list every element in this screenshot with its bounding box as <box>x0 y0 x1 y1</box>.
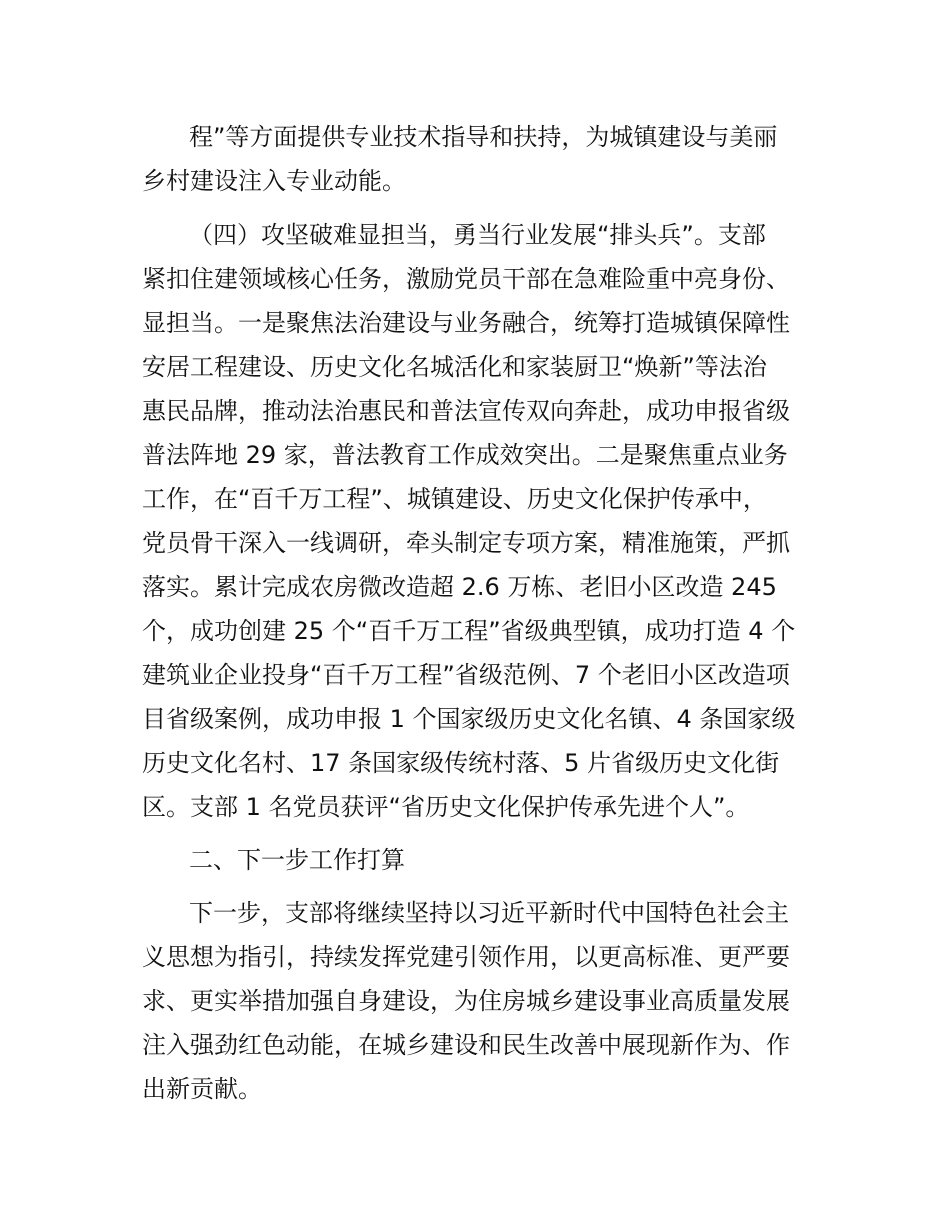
paragraph-line: 个，成功创建 25 个“百千万工程”省级典型镇，成功打造 4 个 <box>142 617 796 645</box>
paragraph-line: 出新贡献。 <box>142 1075 262 1103</box>
paragraph-line: 建筑业企业投身“百千万工程”省级范例、7 个老旧小区改造项 <box>142 661 790 689</box>
paragraph-line: 显担当。一是聚焦法治建设与业务融合，统筹打造城镇保障性 <box>142 309 790 337</box>
paragraph-line: 乡村建设注入专业动能。 <box>142 167 406 195</box>
paragraph-line: 惠民品牌，推动法治惠民和普法宣传双向奔赴，成功申报省级 <box>142 397 790 425</box>
paragraph-line: 紧扣住建领域核心任务，激励党员干部在急难险重中亮身份、 <box>142 265 790 293</box>
paragraph-line: 安居工程建设、历史文化名城活化和家装厨卫“焕新”等法治 <box>142 353 767 381</box>
paragraph-line: 党员骨干深入一线调研，牵头制定专项方案，精准施策，严抓 <box>142 529 790 557</box>
paragraph-line: 工作，在“百千万工程”、城镇建设、历史文化保护传承中， <box>142 485 767 513</box>
paragraph-line: 求、更实举措加强自身建设，为住房城乡建设事业高质量发展 <box>142 987 790 1015</box>
paragraph-line: 区。支部 1 名党员获评“省历史文化保护传承先进个人”。 <box>142 793 750 821</box>
paragraph-line: 义思想为指引，持续发挥党建引领作用，以更高标准、更严要 <box>142 943 790 971</box>
paragraph-line: 历史文化名村、17 条国家级传统村落、5 片省级历史文化街 <box>142 749 780 777</box>
paragraph-line: 落实。累计完成农房微改造超 2.6 万栋、老旧小区改造 245 <box>142 573 777 601</box>
section-heading-line: （四）攻坚破难显担当，勇当行业发展“排头兵”。支部 <box>189 221 766 249</box>
paragraph-line: 目省级案例，成功申报 1 个国家级历史文化名镇、4 条国家级 <box>142 705 796 733</box>
paragraph-line: 普法阵地 29 家，普法教育工作成效突出。二是聚焦重点业务 <box>142 441 788 469</box>
paragraph-line: 程”等方面提供专业技术指导和扶持，为城镇建设与美丽 <box>189 123 778 151</box>
section-heading: 二、下一步工作打算 <box>189 846 405 874</box>
paragraph-line: 下一步，支部将继续坚持以习近平新时代中国特色社会主 <box>189 899 789 927</box>
paragraph-line: 注入强劲红色动能，在城乡建设和民生改善中展现新作为、作 <box>142 1031 790 1059</box>
